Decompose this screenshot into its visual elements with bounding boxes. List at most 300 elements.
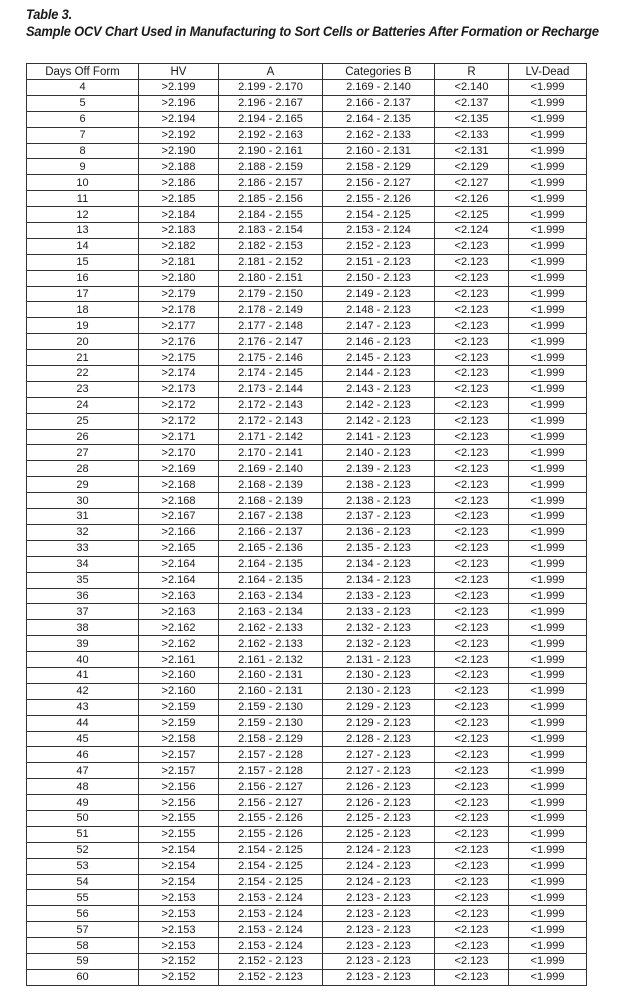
cell-lv-dead: <1.999 (509, 477, 587, 493)
cell-lv-dead: <1.999 (509, 747, 587, 763)
cell-hv: >2.181 (139, 254, 219, 270)
cell-categories-b: 2.138 - 2.123 (323, 477, 435, 493)
cell-hv: >2.155 (139, 826, 219, 842)
cell-days-off-form: 11 (27, 191, 139, 207)
table-row (27, 254, 587, 270)
table-row (27, 270, 587, 286)
table-row (27, 620, 587, 636)
cell-a: 2.157 - 2.128 (219, 763, 323, 779)
cell-a: 2.160 - 2.131 (219, 683, 323, 699)
cell-r: <2.123 (435, 445, 509, 461)
table-row (27, 556, 587, 572)
cell-categories-b: 2.169 - 2.140 (323, 80, 435, 96)
cell-r: <2.123 (435, 334, 509, 350)
cell-a: 2.188 - 2.159 (219, 159, 323, 175)
cell-categories-b: 2.150 - 2.123 (323, 270, 435, 286)
cell-a: 2.169 - 2.140 (219, 461, 323, 477)
cell-hv: >2.157 (139, 747, 219, 763)
cell-categories-b: 2.124 - 2.123 (323, 858, 435, 874)
cell-a: 2.158 - 2.129 (219, 731, 323, 747)
cell-r: <2.123 (435, 667, 509, 683)
cell-a: 2.167 - 2.138 (219, 509, 323, 525)
cell-lv-dead: <1.999 (509, 238, 587, 254)
cell-r: <2.123 (435, 922, 509, 938)
table-row (27, 143, 587, 159)
table-title: Table 3. (26, 6, 73, 22)
cell-days-off-form: 5 (27, 95, 139, 111)
cell-days-off-form: 14 (27, 238, 139, 254)
cell-days-off-form: 22 (27, 366, 139, 382)
cell-days-off-form: 42 (27, 683, 139, 699)
table-row (27, 445, 587, 461)
cell-a: 2.199 - 2.170 (219, 80, 323, 96)
cell-categories-b: 2.166 - 2.137 (323, 95, 435, 111)
cell-a: 2.181 - 2.152 (219, 254, 323, 270)
cell-lv-dead: <1.999 (509, 667, 587, 683)
table-row (27, 826, 587, 842)
table-row (27, 699, 587, 715)
cell-hv: >2.158 (139, 731, 219, 747)
table-row (27, 509, 587, 525)
cell-categories-b: 2.156 - 2.127 (323, 175, 435, 191)
cell-days-off-form: 41 (27, 667, 139, 683)
table-row (27, 969, 587, 985)
cell-categories-b: 2.162 - 2.133 (323, 127, 435, 143)
cell-lv-dead: <1.999 (509, 826, 587, 842)
cell-r: <2.140 (435, 80, 509, 96)
cell-r: <2.137 (435, 95, 509, 111)
cell-hv: >2.180 (139, 270, 219, 286)
cell-r: <2.123 (435, 254, 509, 270)
cell-days-off-form: 54 (27, 874, 139, 890)
cell-days-off-form: 10 (27, 175, 139, 191)
cell-days-off-form: 25 (27, 413, 139, 429)
table-body (27, 80, 587, 986)
cell-days-off-form: 13 (27, 223, 139, 239)
cell-r: <2.123 (435, 302, 509, 318)
cell-days-off-form: 48 (27, 779, 139, 795)
cell-a: 2.156 - 2.127 (219, 795, 323, 811)
cell-a: 2.190 - 2.161 (219, 143, 323, 159)
cell-days-off-form: 47 (27, 763, 139, 779)
cell-hv: >2.159 (139, 715, 219, 731)
cell-lv-dead: <1.999 (509, 254, 587, 270)
cell-hv: >2.154 (139, 858, 219, 874)
table-row (27, 302, 587, 318)
cell-days-off-form: 43 (27, 699, 139, 715)
cell-hv: >2.152 (139, 953, 219, 969)
cell-r: <2.123 (435, 509, 509, 525)
cell-lv-dead: <1.999 (509, 890, 587, 906)
cell-a: 2.177 - 2.148 (219, 318, 323, 334)
cell-lv-dead: <1.999 (509, 874, 587, 890)
cell-lv-dead: <1.999 (509, 127, 587, 143)
cell-lv-dead: <1.999 (509, 461, 587, 477)
cell-hv: >2.172 (139, 397, 219, 413)
cell-r: <2.123 (435, 683, 509, 699)
cell-r: <2.123 (435, 890, 509, 906)
cell-lv-dead: <1.999 (509, 858, 587, 874)
cell-hv: >2.172 (139, 413, 219, 429)
cell-r: <2.133 (435, 127, 509, 143)
table-row (27, 922, 587, 938)
cell-hv: >2.155 (139, 810, 219, 826)
cell-lv-dead: <1.999 (509, 572, 587, 588)
cell-days-off-form: 57 (27, 922, 139, 938)
cell-lv-dead: <1.999 (509, 509, 587, 525)
table-row (27, 207, 587, 223)
cell-lv-dead: <1.999 (509, 270, 587, 286)
cell-lv-dead: <1.999 (509, 159, 587, 175)
cell-r: <2.123 (435, 636, 509, 652)
cell-hv: >2.153 (139, 890, 219, 906)
cell-lv-dead: <1.999 (509, 445, 587, 461)
cell-days-off-form: 24 (27, 397, 139, 413)
table-row (27, 763, 587, 779)
cell-r: <2.129 (435, 159, 509, 175)
table-row (27, 111, 587, 127)
cell-days-off-form: 28 (27, 461, 139, 477)
cell-hv: >2.153 (139, 922, 219, 938)
cell-lv-dead: <1.999 (509, 795, 587, 811)
cell-r: <2.127 (435, 175, 509, 191)
cell-days-off-form: 19 (27, 318, 139, 334)
table-row (27, 238, 587, 254)
cell-categories-b: 2.145 - 2.123 (323, 350, 435, 366)
cell-a: 2.168 - 2.139 (219, 477, 323, 493)
table-row (27, 652, 587, 668)
column-header-categories-b: Categories B (323, 64, 435, 80)
cell-days-off-form: 56 (27, 906, 139, 922)
cell-days-off-form: 55 (27, 890, 139, 906)
cell-days-off-form: 38 (27, 620, 139, 636)
cell-categories-b: 2.136 - 2.123 (323, 524, 435, 540)
cell-hv: >2.171 (139, 429, 219, 445)
cell-a: 2.172 - 2.143 (219, 413, 323, 429)
cell-days-off-form: 16 (27, 270, 139, 286)
cell-a: 2.173 - 2.144 (219, 381, 323, 397)
cell-days-off-form: 53 (27, 858, 139, 874)
cell-hv: >2.170 (139, 445, 219, 461)
cell-categories-b: 2.123 - 2.123 (323, 969, 435, 985)
cell-days-off-form: 49 (27, 795, 139, 811)
table-row (27, 477, 587, 493)
cell-r: <2.123 (435, 397, 509, 413)
cell-r: <2.123 (435, 270, 509, 286)
cell-hv: >2.156 (139, 779, 219, 795)
cell-days-off-form: 6 (27, 111, 139, 127)
cell-a: 2.180 - 2.151 (219, 270, 323, 286)
cell-categories-b: 2.153 - 2.124 (323, 223, 435, 239)
cell-lv-dead: <1.999 (509, 953, 587, 969)
cell-r: <2.123 (435, 413, 509, 429)
table-row (27, 350, 587, 366)
table-row (27, 795, 587, 811)
cell-categories-b: 2.144 - 2.123 (323, 366, 435, 382)
cell-lv-dead: <1.999 (509, 763, 587, 779)
cell-a: 2.164 - 2.135 (219, 572, 323, 588)
cell-days-off-form: 18 (27, 302, 139, 318)
cell-categories-b: 2.125 - 2.123 (323, 826, 435, 842)
cell-lv-dead: <1.999 (509, 111, 587, 127)
cell-a: 2.178 - 2.149 (219, 302, 323, 318)
table-header-row (27, 64, 587, 80)
cell-lv-dead: <1.999 (509, 842, 587, 858)
cell-lv-dead: <1.999 (509, 938, 587, 954)
cell-r: <2.123 (435, 381, 509, 397)
cell-a: 2.153 - 2.124 (219, 906, 323, 922)
cell-lv-dead: <1.999 (509, 366, 587, 382)
cell-hv: >2.173 (139, 381, 219, 397)
cell-r: <2.123 (435, 874, 509, 890)
cell-a: 2.154 - 2.125 (219, 874, 323, 890)
cell-a: 2.179 - 2.150 (219, 286, 323, 302)
cell-r: <2.123 (435, 350, 509, 366)
cell-days-off-form: 30 (27, 493, 139, 509)
table-row (27, 906, 587, 922)
cell-lv-dead: <1.999 (509, 223, 587, 239)
cell-a: 2.163 - 2.134 (219, 588, 323, 604)
cell-days-off-form: 12 (27, 207, 139, 223)
cell-categories-b: 2.158 - 2.129 (323, 159, 435, 175)
table-row (27, 318, 587, 334)
table-caption (26, 6, 616, 40)
cell-a: 2.152 - 2.123 (219, 969, 323, 985)
cell-a: 2.153 - 2.124 (219, 922, 323, 938)
cell-days-off-form: 51 (27, 826, 139, 842)
cell-categories-b: 2.131 - 2.123 (323, 652, 435, 668)
cell-categories-b: 2.124 - 2.123 (323, 874, 435, 890)
cell-lv-dead: <1.999 (509, 922, 587, 938)
table-row (27, 127, 587, 143)
cell-r: <2.123 (435, 493, 509, 509)
cell-hv: >2.163 (139, 588, 219, 604)
table-row (27, 175, 587, 191)
cell-a: 2.160 - 2.131 (219, 667, 323, 683)
table-row (27, 715, 587, 731)
cell-a: 2.171 - 2.142 (219, 429, 323, 445)
cell-hv: >2.178 (139, 302, 219, 318)
table-row (27, 604, 587, 620)
cell-hv: >2.163 (139, 604, 219, 620)
cell-a: 2.153 - 2.124 (219, 890, 323, 906)
table-row (27, 286, 587, 302)
cell-hv: >2.192 (139, 127, 219, 143)
cell-r: <2.123 (435, 556, 509, 572)
cell-hv: >2.166 (139, 524, 219, 540)
table-row (27, 381, 587, 397)
cell-hv: >2.159 (139, 699, 219, 715)
cell-hv: >2.153 (139, 906, 219, 922)
cell-lv-dead: <1.999 (509, 302, 587, 318)
cell-lv-dead: <1.999 (509, 493, 587, 509)
cell-a: 2.196 - 2.167 (219, 95, 323, 111)
cell-r: <2.123 (435, 524, 509, 540)
cell-a: 2.153 - 2.124 (219, 938, 323, 954)
cell-days-off-form: 58 (27, 938, 139, 954)
cell-r: <2.123 (435, 858, 509, 874)
cell-r: <2.123 (435, 604, 509, 620)
cell-categories-b: 2.123 - 2.123 (323, 953, 435, 969)
cell-r: <2.123 (435, 779, 509, 795)
table-row (27, 95, 587, 111)
cell-categories-b: 2.126 - 2.123 (323, 779, 435, 795)
cell-categories-b: 2.132 - 2.123 (323, 636, 435, 652)
table-row (27, 493, 587, 509)
cell-a: 2.175 - 2.146 (219, 350, 323, 366)
cell-categories-b: 2.152 - 2.123 (323, 238, 435, 254)
cell-days-off-form: 27 (27, 445, 139, 461)
cell-hv: >2.194 (139, 111, 219, 127)
cell-a: 2.185 - 2.156 (219, 191, 323, 207)
cell-categories-b: 2.126 - 2.123 (323, 795, 435, 811)
cell-days-off-form: 23 (27, 381, 139, 397)
cell-categories-b: 2.135 - 2.123 (323, 540, 435, 556)
cell-hv: >2.160 (139, 667, 219, 683)
cell-lv-dead: <1.999 (509, 588, 587, 604)
table-row (27, 588, 587, 604)
cell-categories-b: 2.124 - 2.123 (323, 842, 435, 858)
cell-lv-dead: <1.999 (509, 80, 587, 96)
cell-categories-b: 2.129 - 2.123 (323, 699, 435, 715)
cell-a: 2.168 - 2.139 (219, 493, 323, 509)
cell-lv-dead: <1.999 (509, 556, 587, 572)
cell-days-off-form: 29 (27, 477, 139, 493)
table-row (27, 779, 587, 795)
cell-categories-b: 2.123 - 2.123 (323, 890, 435, 906)
cell-hv: >2.153 (139, 938, 219, 954)
cell-days-off-form: 32 (27, 524, 139, 540)
cell-hv: >2.185 (139, 191, 219, 207)
cell-categories-b: 2.132 - 2.123 (323, 620, 435, 636)
cell-lv-dead: <1.999 (509, 683, 587, 699)
table-row (27, 858, 587, 874)
cell-categories-b: 2.125 - 2.123 (323, 810, 435, 826)
cell-days-off-form: 33 (27, 540, 139, 556)
cell-a: 2.194 - 2.165 (219, 111, 323, 127)
cell-categories-b: 2.137 - 2.123 (323, 509, 435, 525)
cell-hv: >2.188 (139, 159, 219, 175)
table-row (27, 461, 587, 477)
table-row (27, 334, 587, 350)
cell-r: <2.123 (435, 461, 509, 477)
cell-categories-b: 2.154 - 2.125 (323, 207, 435, 223)
table-row (27, 397, 587, 413)
cell-categories-b: 2.143 - 2.123 (323, 381, 435, 397)
cell-lv-dead: <1.999 (509, 715, 587, 731)
cell-lv-dead: <1.999 (509, 381, 587, 397)
cell-categories-b: 2.160 - 2.131 (323, 143, 435, 159)
cell-r: <2.123 (435, 826, 509, 842)
cell-hv: >2.179 (139, 286, 219, 302)
cell-hv: >2.168 (139, 493, 219, 509)
cell-r: <2.123 (435, 477, 509, 493)
cell-lv-dead: <1.999 (509, 699, 587, 715)
cell-categories-b: 2.147 - 2.123 (323, 318, 435, 334)
cell-hv: >2.184 (139, 207, 219, 223)
table-row (27, 540, 587, 556)
cell-r: <2.123 (435, 763, 509, 779)
cell-days-off-form: 9 (27, 159, 139, 175)
cell-hv: >2.162 (139, 636, 219, 652)
table-row (27, 159, 587, 175)
cell-r: <2.123 (435, 620, 509, 636)
cell-categories-b: 2.142 - 2.123 (323, 413, 435, 429)
table-subtitle: Sample OCV Chart Used in Manufacturing to Sort Cells or Batteries After Formation or Recharge (26, 23, 599, 39)
cell-hv: >2.164 (139, 556, 219, 572)
cell-days-off-form: 39 (27, 636, 139, 652)
cell-lv-dead: <1.999 (509, 779, 587, 795)
cell-a: 2.155 - 2.126 (219, 810, 323, 826)
cell-categories-b: 2.130 - 2.123 (323, 667, 435, 683)
cell-hv: >2.165 (139, 540, 219, 556)
cell-hv: >2.152 (139, 969, 219, 985)
cell-lv-dead: <1.999 (509, 652, 587, 668)
cell-r: <2.123 (435, 731, 509, 747)
cell-a: 2.155 - 2.126 (219, 826, 323, 842)
cell-r: <2.124 (435, 223, 509, 239)
cell-a: 2.156 - 2.127 (219, 779, 323, 795)
cell-lv-dead: <1.999 (509, 175, 587, 191)
table-row (27, 747, 587, 763)
table-row (27, 731, 587, 747)
cell-categories-b: 2.127 - 2.123 (323, 747, 435, 763)
cell-days-off-form: 20 (27, 334, 139, 350)
cell-lv-dead: <1.999 (509, 636, 587, 652)
cell-r: <2.123 (435, 588, 509, 604)
cell-lv-dead: <1.999 (509, 604, 587, 620)
cell-hv: >2.183 (139, 223, 219, 239)
cell-days-off-form: 15 (27, 254, 139, 270)
cell-a: 2.159 - 2.130 (219, 715, 323, 731)
cell-a: 2.157 - 2.128 (219, 747, 323, 763)
table-row (27, 524, 587, 540)
cell-lv-dead: <1.999 (509, 207, 587, 223)
cell-a: 2.162 - 2.133 (219, 620, 323, 636)
cell-hv: >2.168 (139, 477, 219, 493)
cell-a: 2.154 - 2.125 (219, 842, 323, 858)
cell-days-off-form: 34 (27, 556, 139, 572)
cell-categories-b: 2.138 - 2.123 (323, 493, 435, 509)
cell-categories-b: 2.149 - 2.123 (323, 286, 435, 302)
table-row (27, 429, 587, 445)
cell-lv-dead: <1.999 (509, 350, 587, 366)
cell-a: 2.174 - 2.145 (219, 366, 323, 382)
cell-a: 2.154 - 2.125 (219, 858, 323, 874)
cell-a: 2.159 - 2.130 (219, 699, 323, 715)
table-row (27, 667, 587, 683)
cell-days-off-form: 40 (27, 652, 139, 668)
cell-a: 2.170 - 2.141 (219, 445, 323, 461)
cell-r: <2.123 (435, 540, 509, 556)
cell-hv: >2.177 (139, 318, 219, 334)
cell-a: 2.166 - 2.137 (219, 524, 323, 540)
cell-categories-b: 2.134 - 2.123 (323, 572, 435, 588)
cell-r: <2.123 (435, 747, 509, 763)
cell-r: <2.123 (435, 699, 509, 715)
cell-a: 2.162 - 2.133 (219, 636, 323, 652)
cell-r: <2.123 (435, 286, 509, 302)
table-row (27, 874, 587, 890)
column-header-days-off-form: Days Off Form (27, 64, 139, 80)
ocv-chart-table (26, 63, 587, 986)
cell-days-off-form: 44 (27, 715, 139, 731)
cell-days-off-form: 60 (27, 969, 139, 985)
cell-r: <2.135 (435, 111, 509, 127)
cell-days-off-form: 7 (27, 127, 139, 143)
cell-categories-b: 2.142 - 2.123 (323, 397, 435, 413)
cell-days-off-form: 4 (27, 80, 139, 96)
